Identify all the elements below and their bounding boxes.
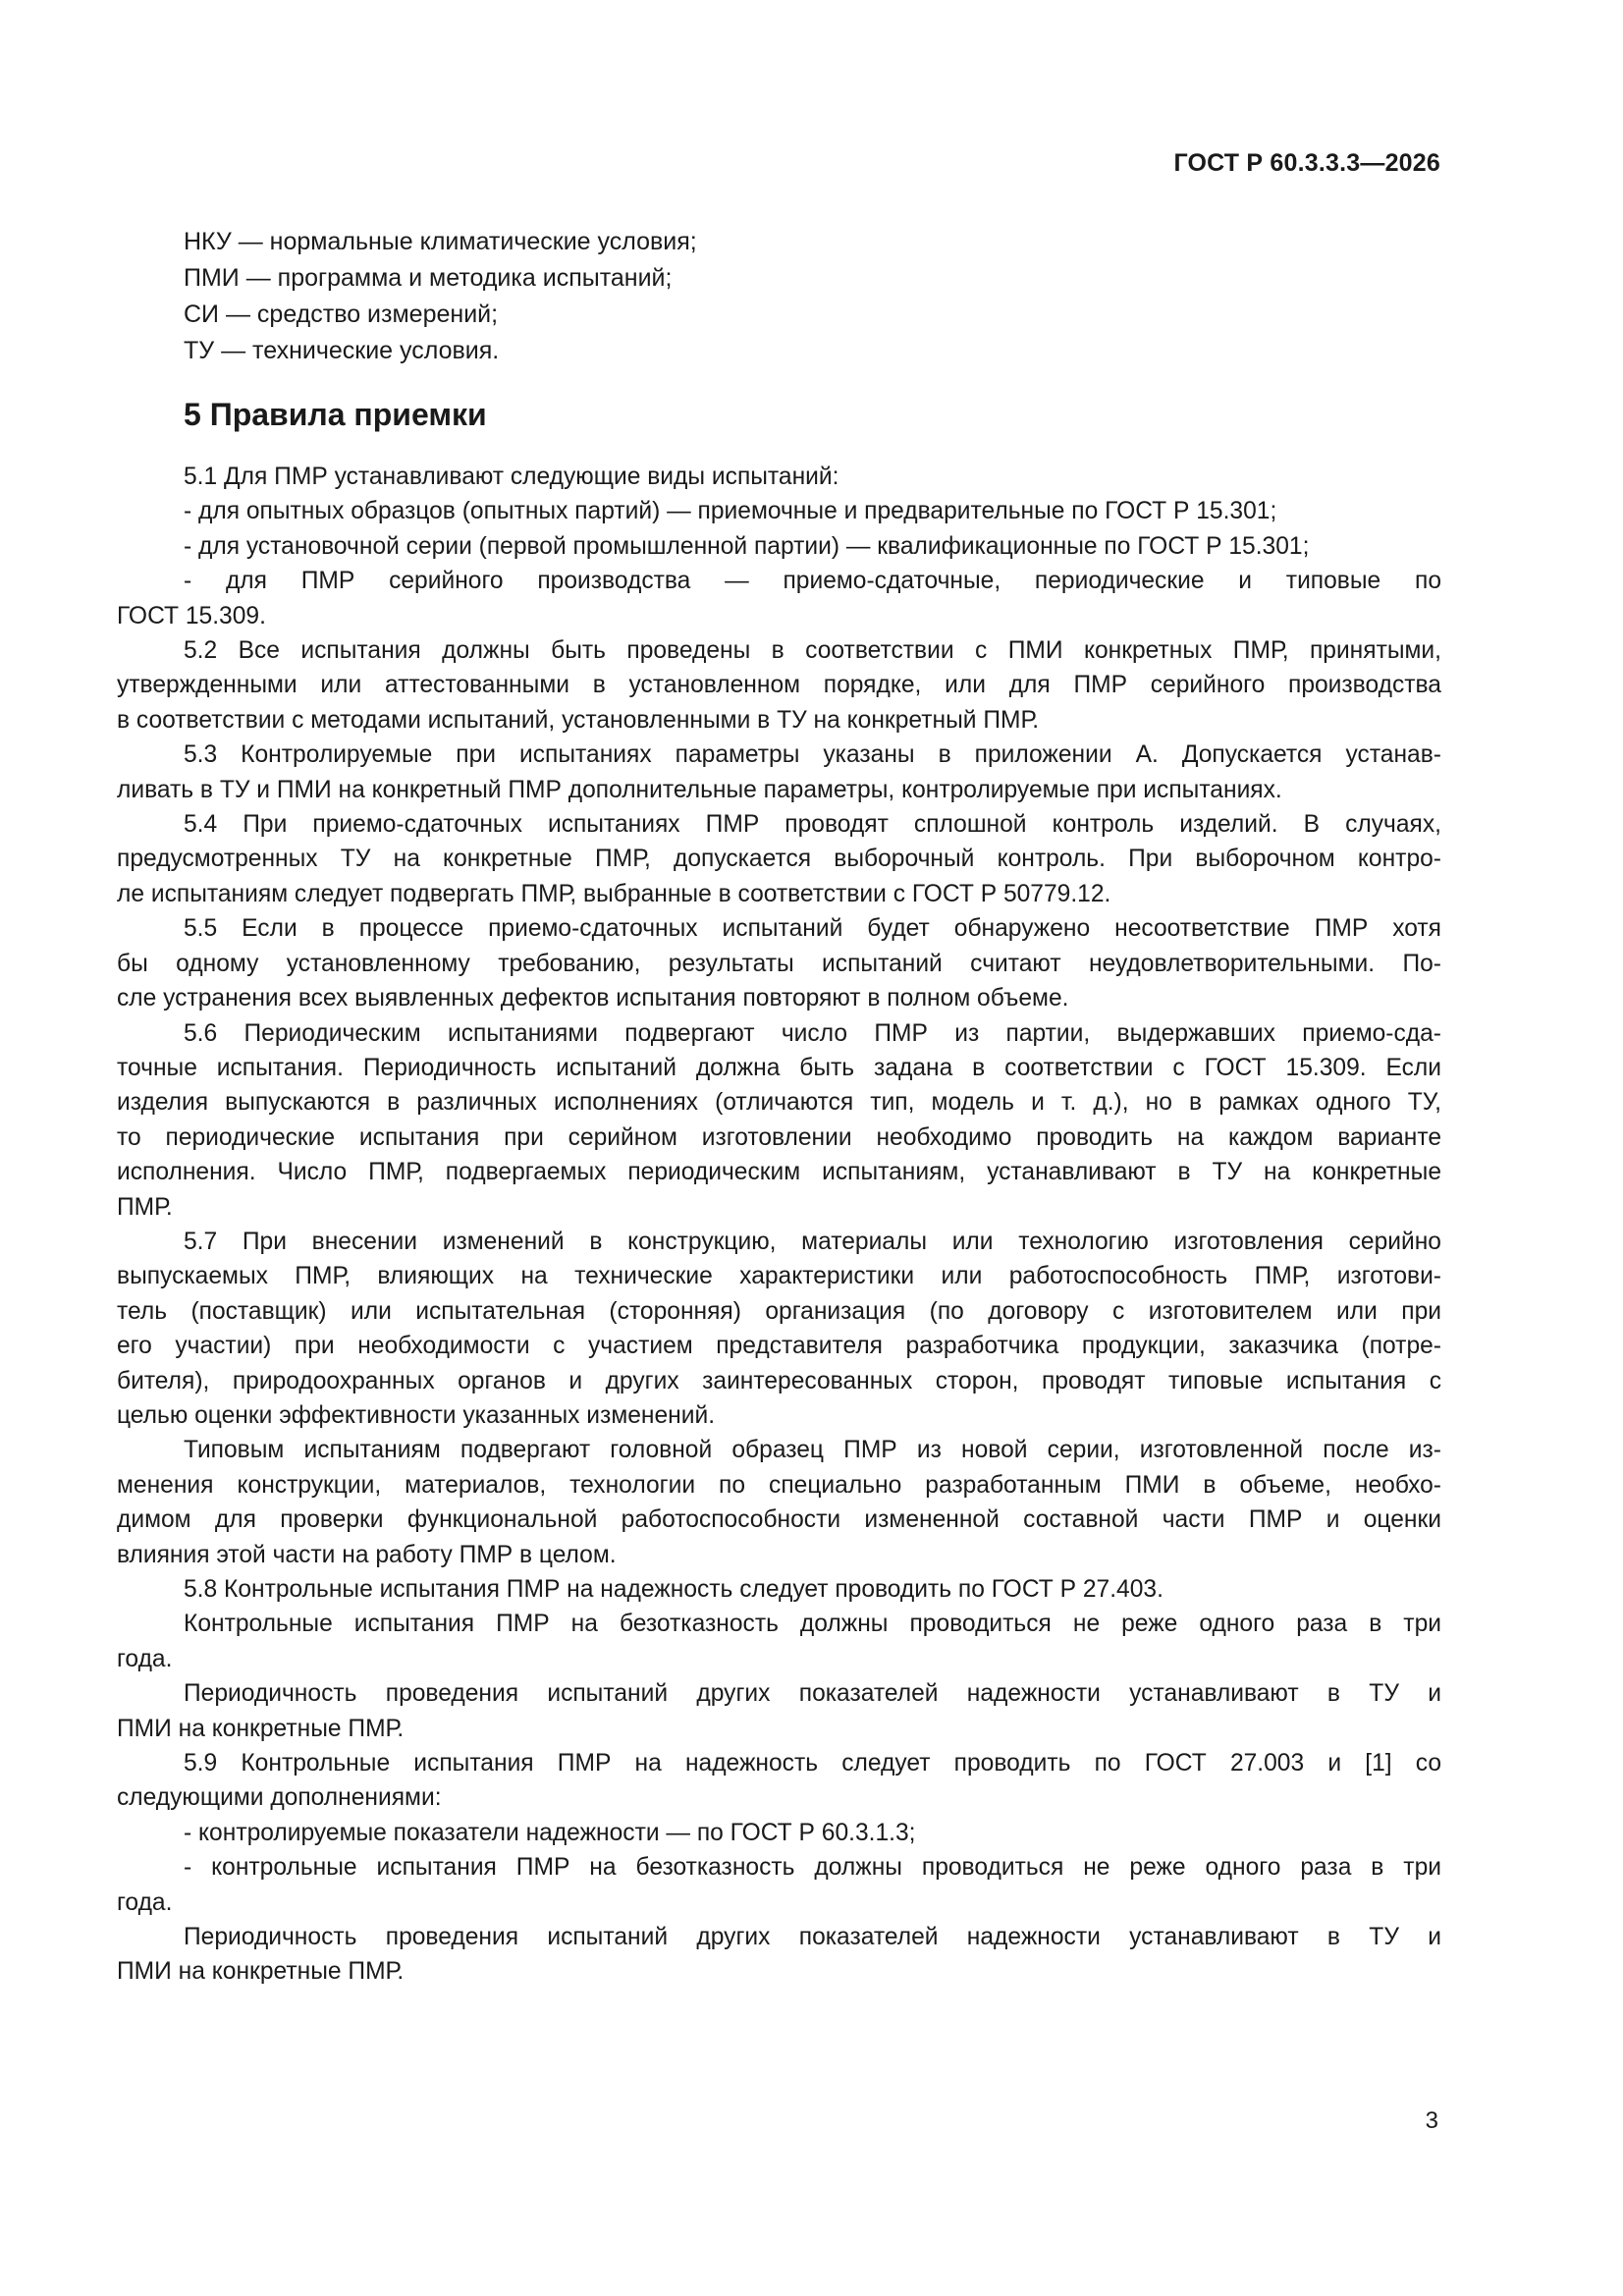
text-line: - для установочной серии (первой промышленной партии) — квалификационные по ГОСТ Р 15.301; xyxy=(184,532,1310,560)
text-line: влияния этой части на работу ПМР в целом. xyxy=(117,1541,617,1568)
text-line: ПМР. xyxy=(117,1193,173,1221)
text-line: 5.5 Если в процессе приемо-сдаточных испытаний будет обнаружено несоответствие ПМР хотя xyxy=(184,915,1441,943)
text-line: бы одному установленному требованию, результаты испытаний считают неудовлетворительными. По- xyxy=(117,950,1441,977)
text-line: тель (поставщик) или испытательная (сторонняя) организация (по договору с изготовителем или при xyxy=(117,1297,1441,1325)
text-line: ле испытаниям следует подвергать ПМР, выбранные в соответствии с ГОСТ Р 50779.12. xyxy=(117,880,1111,907)
section-title: 5 Правила приемки xyxy=(184,397,487,432)
section-body xyxy=(117,460,1441,1990)
text-line: Периодичность проведения испытаний других показателей надежности устанавливают в ТУ и xyxy=(184,1924,1441,1951)
text-line: 5.2 Все испытания должны быть проведены в соответствии с ПМИ конкретных ПМР, принятыми, xyxy=(184,637,1441,665)
text-line: - для ПМР серийного производства — приемо-сдаточные, периодические и типовые по xyxy=(184,568,1441,595)
text-line: то периодические испытания при серийном изготовлении необходимо проводить на каждом варианте xyxy=(117,1123,1441,1151)
text-line: 5.6 Периодическим испытаниями подвергают число ПМР из партии, выдержавших приемо-сда- xyxy=(184,1019,1441,1047)
text-line: ПМИ на конкретные ПМР. xyxy=(117,1958,405,1986)
abbreviation-item: СИ — средство измерений; xyxy=(184,301,499,328)
text-line: изделия выпускаются в различных исполнениях (отличаются тип, модель и т. д.), но в рамках одного ТУ, xyxy=(117,1089,1441,1117)
text-line: его участии) при необходимости с участием представителя разработчика продукции, заказчика (потре- xyxy=(117,1333,1441,1360)
text-line: целью оценки эффективности указанных изменений. xyxy=(117,1401,716,1429)
text-line: - для опытных образцов (опытных партий) — приемочные и предварительные по ГОСТ Р 15.301; xyxy=(184,498,1277,525)
text-line: следующими дополнениями: xyxy=(117,1784,442,1812)
text-line: ливать в ТУ и ПМИ на конкретный ПМР дополнительные параметры, контролируемые при испытаниях. xyxy=(117,776,1282,803)
text-line: утвержденными или аттестованными в установленном порядке, или для ПМР серийного производства xyxy=(117,672,1441,699)
text-line: года. xyxy=(117,1888,173,1916)
abbreviation-item: ТУ — технические условия. xyxy=(184,337,500,364)
text-line: менения конструкции, материалов, технологии по специально разработанным ПМИ в объеме, необхо- xyxy=(117,1471,1441,1499)
abbreviation-item: ПМИ — программа и методика испытаний; xyxy=(184,264,673,292)
text-line: выпускаемых ПМР, влияющих на технические характеристики или работоспособность ПМР, изготови- xyxy=(117,1263,1441,1290)
text-line: 5.7 При внесении изменений в конструкцию, материалы или технологию изготовления серийно xyxy=(184,1228,1441,1255)
text-line: 5.4 При приемо-сдаточных испытаниях ПМР проводят сплошной контроль изделий. В случаях, xyxy=(184,811,1441,839)
text-line: 5.9 Контрольные испытания ПМР на надежность следует проводить по ГОСТ 27.003 и [1] со xyxy=(184,1750,1441,1777)
page-number: 3 xyxy=(1425,2107,1438,2134)
abbreviation-list xyxy=(184,224,1443,369)
text-line: 5.1 Для ПМР устанавливают следующие виды испытаний: xyxy=(184,464,839,490)
text-line: сле устранения всех выявленных дефектов испытания повторяют в полном объеме. xyxy=(117,985,1069,1012)
text-line: исполнения. Число ПМР, подвергаемых периодическим испытаниям, устанавливают в ТУ на конкретные xyxy=(117,1159,1441,1186)
text-line: Типовым испытаниям подвергают головной образец ПМР из новой серии, изготовленной после из- xyxy=(184,1437,1441,1464)
text-line: в соответствии с методами испытаний, установленными в ТУ на конкретный ПМР. xyxy=(117,706,1040,734)
text-line: Контрольные испытания ПМР на безотказность должны проводиться не реже одного раза в три xyxy=(184,1611,1441,1638)
text-line: димом для проверки функциональной работоспособности измененной составной части ПМР и оценки xyxy=(117,1506,1441,1534)
text-line: Периодичность проведения испытаний других показателей надежности устанавливают в ТУ и xyxy=(184,1680,1441,1708)
text-line: ГОСТ 15.309. xyxy=(117,602,266,629)
text-line: 5.8 Контрольные испытания ПМР на надежность следует проводить по ГОСТ Р 27.403. xyxy=(184,1576,1163,1603)
text-line: бителя), природоохранных органов и других заинтересованных сторон, проводят типовые испытания с xyxy=(117,1367,1441,1394)
text-line: точные испытания. Периодичность испытаний должна быть задана в соответствии с ГОСТ 15.309. Если xyxy=(117,1054,1441,1081)
text-line: - контролируемые показатели надежности — по ГОСТ Р 60.3.1.3; xyxy=(184,1819,916,1846)
abbreviation-item: НКУ — нормальные климатические условия; xyxy=(184,228,697,255)
text-line: - контрольные испытания ПМР на безотказность должны проводиться не реже одного раза в три xyxy=(184,1854,1441,1882)
text-line: ПМИ на конкретные ПМР. xyxy=(117,1715,405,1742)
document-code: ГОСТ Р 60.3.3.3—2026 xyxy=(1173,149,1440,177)
text-line: 5.3 Контролируемые при испытаниях параметры указаны в приложении А. Допускается устанав- xyxy=(184,741,1441,769)
text-line: предусмотренных ТУ на конкретные ПМР, допускается выборочный контроль. При выборочном контро- xyxy=(117,846,1441,873)
text-line: года. xyxy=(117,1645,173,1672)
